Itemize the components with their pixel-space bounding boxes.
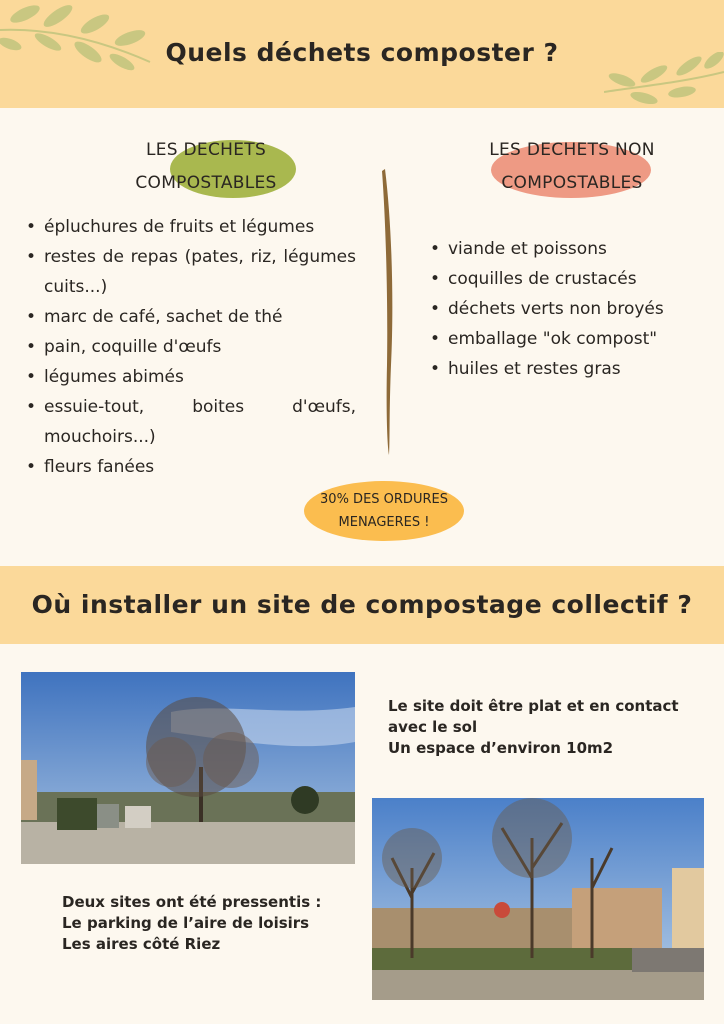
non-compostable-heading-line1: LES DECHETS NON — [489, 140, 655, 160]
list-item: • restes de repas (pates, riz, légumes cuits...) — [24, 242, 356, 302]
section-title-site: Où installer un site de compostage collectif ? — [31, 590, 693, 619]
list-item: • épluchures de fruits et légumes — [24, 212, 356, 242]
stat-text — [304, 488, 464, 534]
list-item: • marc de café, sachet de thé — [24, 302, 356, 332]
sites-line2: Le parking de l’aire de loisirs — [62, 914, 310, 932]
stat-line2: MENAGERES ! — [338, 515, 430, 530]
sites-line1: Deux sites ont été pressentis : — [62, 893, 322, 911]
non-compostable-list — [428, 234, 708, 384]
list-item: • emballage "ok compost" — [428, 324, 708, 354]
requirements-line3: Un espace d’environ 10m2 — [388, 739, 614, 757]
section-title-compost: Quels déchets composter ? — [165, 38, 559, 67]
list-item: • viande et poissons — [428, 234, 708, 264]
photo-riez-area — [372, 798, 704, 1000]
compostable-list — [24, 212, 356, 482]
list-item: • légumes abimés — [24, 362, 356, 392]
list-item: • déchets verts non broyés — [428, 294, 708, 324]
non-compostable-heading-line2: COMPOSTABLES — [501, 173, 643, 193]
list-item: • coquilles de crustacés — [428, 264, 708, 294]
sites-text — [62, 892, 342, 955]
site-requirements — [388, 696, 708, 759]
list-item: • huiles et restes gras — [428, 354, 708, 384]
compostable-heading-line2: COMPOSTABLES — [135, 173, 277, 193]
list-item: • pain, coquille d'œufs — [24, 332, 356, 362]
stat-line1: 30% DES ORDURES — [320, 492, 448, 507]
sites-line3: Les aires côté Riez — [62, 935, 221, 953]
non-compostable-heading — [462, 134, 682, 200]
requirements-line2: avec le sol — [388, 718, 478, 736]
requirements-line1: Le site doit être plat et en contact — [388, 697, 679, 715]
list-item: • essuie-tout, boites d'œufs, mouchoirs...) — [24, 392, 356, 452]
compostable-heading — [96, 134, 316, 200]
brush-divider — [380, 165, 400, 460]
photo-parking — [21, 672, 355, 864]
compostable-heading-line1: LES DECHETS — [145, 140, 267, 160]
list-item: • fleurs fanées — [24, 452, 356, 482]
